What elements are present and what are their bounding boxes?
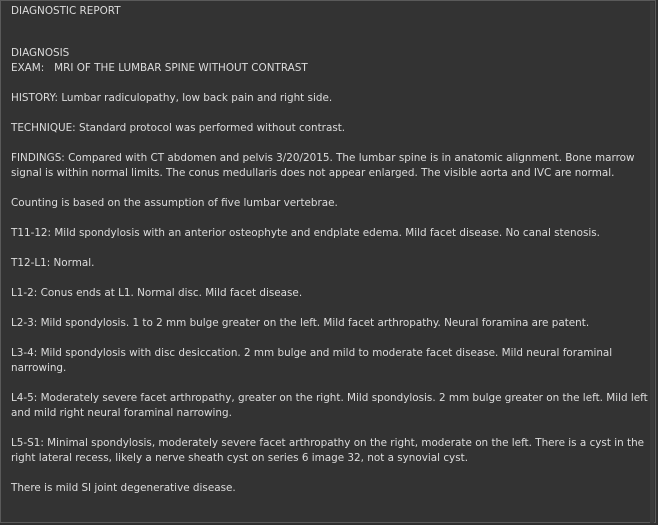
l3-4-paragraph: L3-4: Mild spondylosis with disc desiccation. 2 mm bulge and mild to moderate facet disease. Mild neural foraminal narrowing. xyxy=(11,347,613,374)
vertical-scrollbar[interactable] xyxy=(650,2,654,523)
t11-12-paragraph: T11-12: Mild spondylosis with an anterior osteophyte and endplate edema. Mild facet disease. No canal stenosis. xyxy=(11,227,600,239)
history-paragraph: HISTORY: Lumbar radiculopathy, low back pain and right side. xyxy=(11,92,333,104)
technique-paragraph: TECHNIQUE: Standard protocol was performed without contrast. xyxy=(11,122,346,134)
report-text-area xyxy=(11,4,651,496)
findings-paragraph: FINDINGS: Compared with CT abdomen and pelvis 3/20/2015. The lumbar spine is in anatomic alignment. Bone marrow signal is within normal limits. The conus medullaris does not appear enlarged. The visible aorta and IVC are normal. xyxy=(11,152,635,179)
diagnosis-heading: DIAGNOSIS xyxy=(11,47,70,59)
counting-paragraph: Counting is based on the assumption of five lumbar vertebrae. xyxy=(11,197,338,209)
t12-l1-paragraph: T12-L1: Normal. xyxy=(11,257,95,269)
l4-5-paragraph: L4-5: Moderately severe facet arthropathy, greater on the right. Mild spondylosis. 2 mm bulge greater on the left. Mild left and mild right neural foraminal narrowing. xyxy=(11,392,648,419)
l2-3-paragraph: L2-3: Mild spondylosis. 1 to 2 mm bulge greater on the left. Mild facet arthropathy. Neural foramina are patent. xyxy=(11,317,590,329)
si-joint-paragraph: There is mild SI joint degenerative disease. xyxy=(11,482,236,494)
l1-2-paragraph: L1-2: Conus ends at L1. Normal disc. Mild facet disease. xyxy=(11,287,303,299)
report-title: DIAGNOSTIC REPORT xyxy=(11,5,121,17)
l5-s1-paragraph: L5-S1: Minimal spondylosis, moderately severe facet arthropathy on the right, moderate on the left. There is a cyst in the right lateral recess, likely a nerve sheath cyst on series 6 image 32, not a synovial cyst. xyxy=(11,437,645,464)
exam-line: EXAM: MRI OF THE LUMBAR SPINE WITHOUT CONTRAST xyxy=(11,62,308,74)
